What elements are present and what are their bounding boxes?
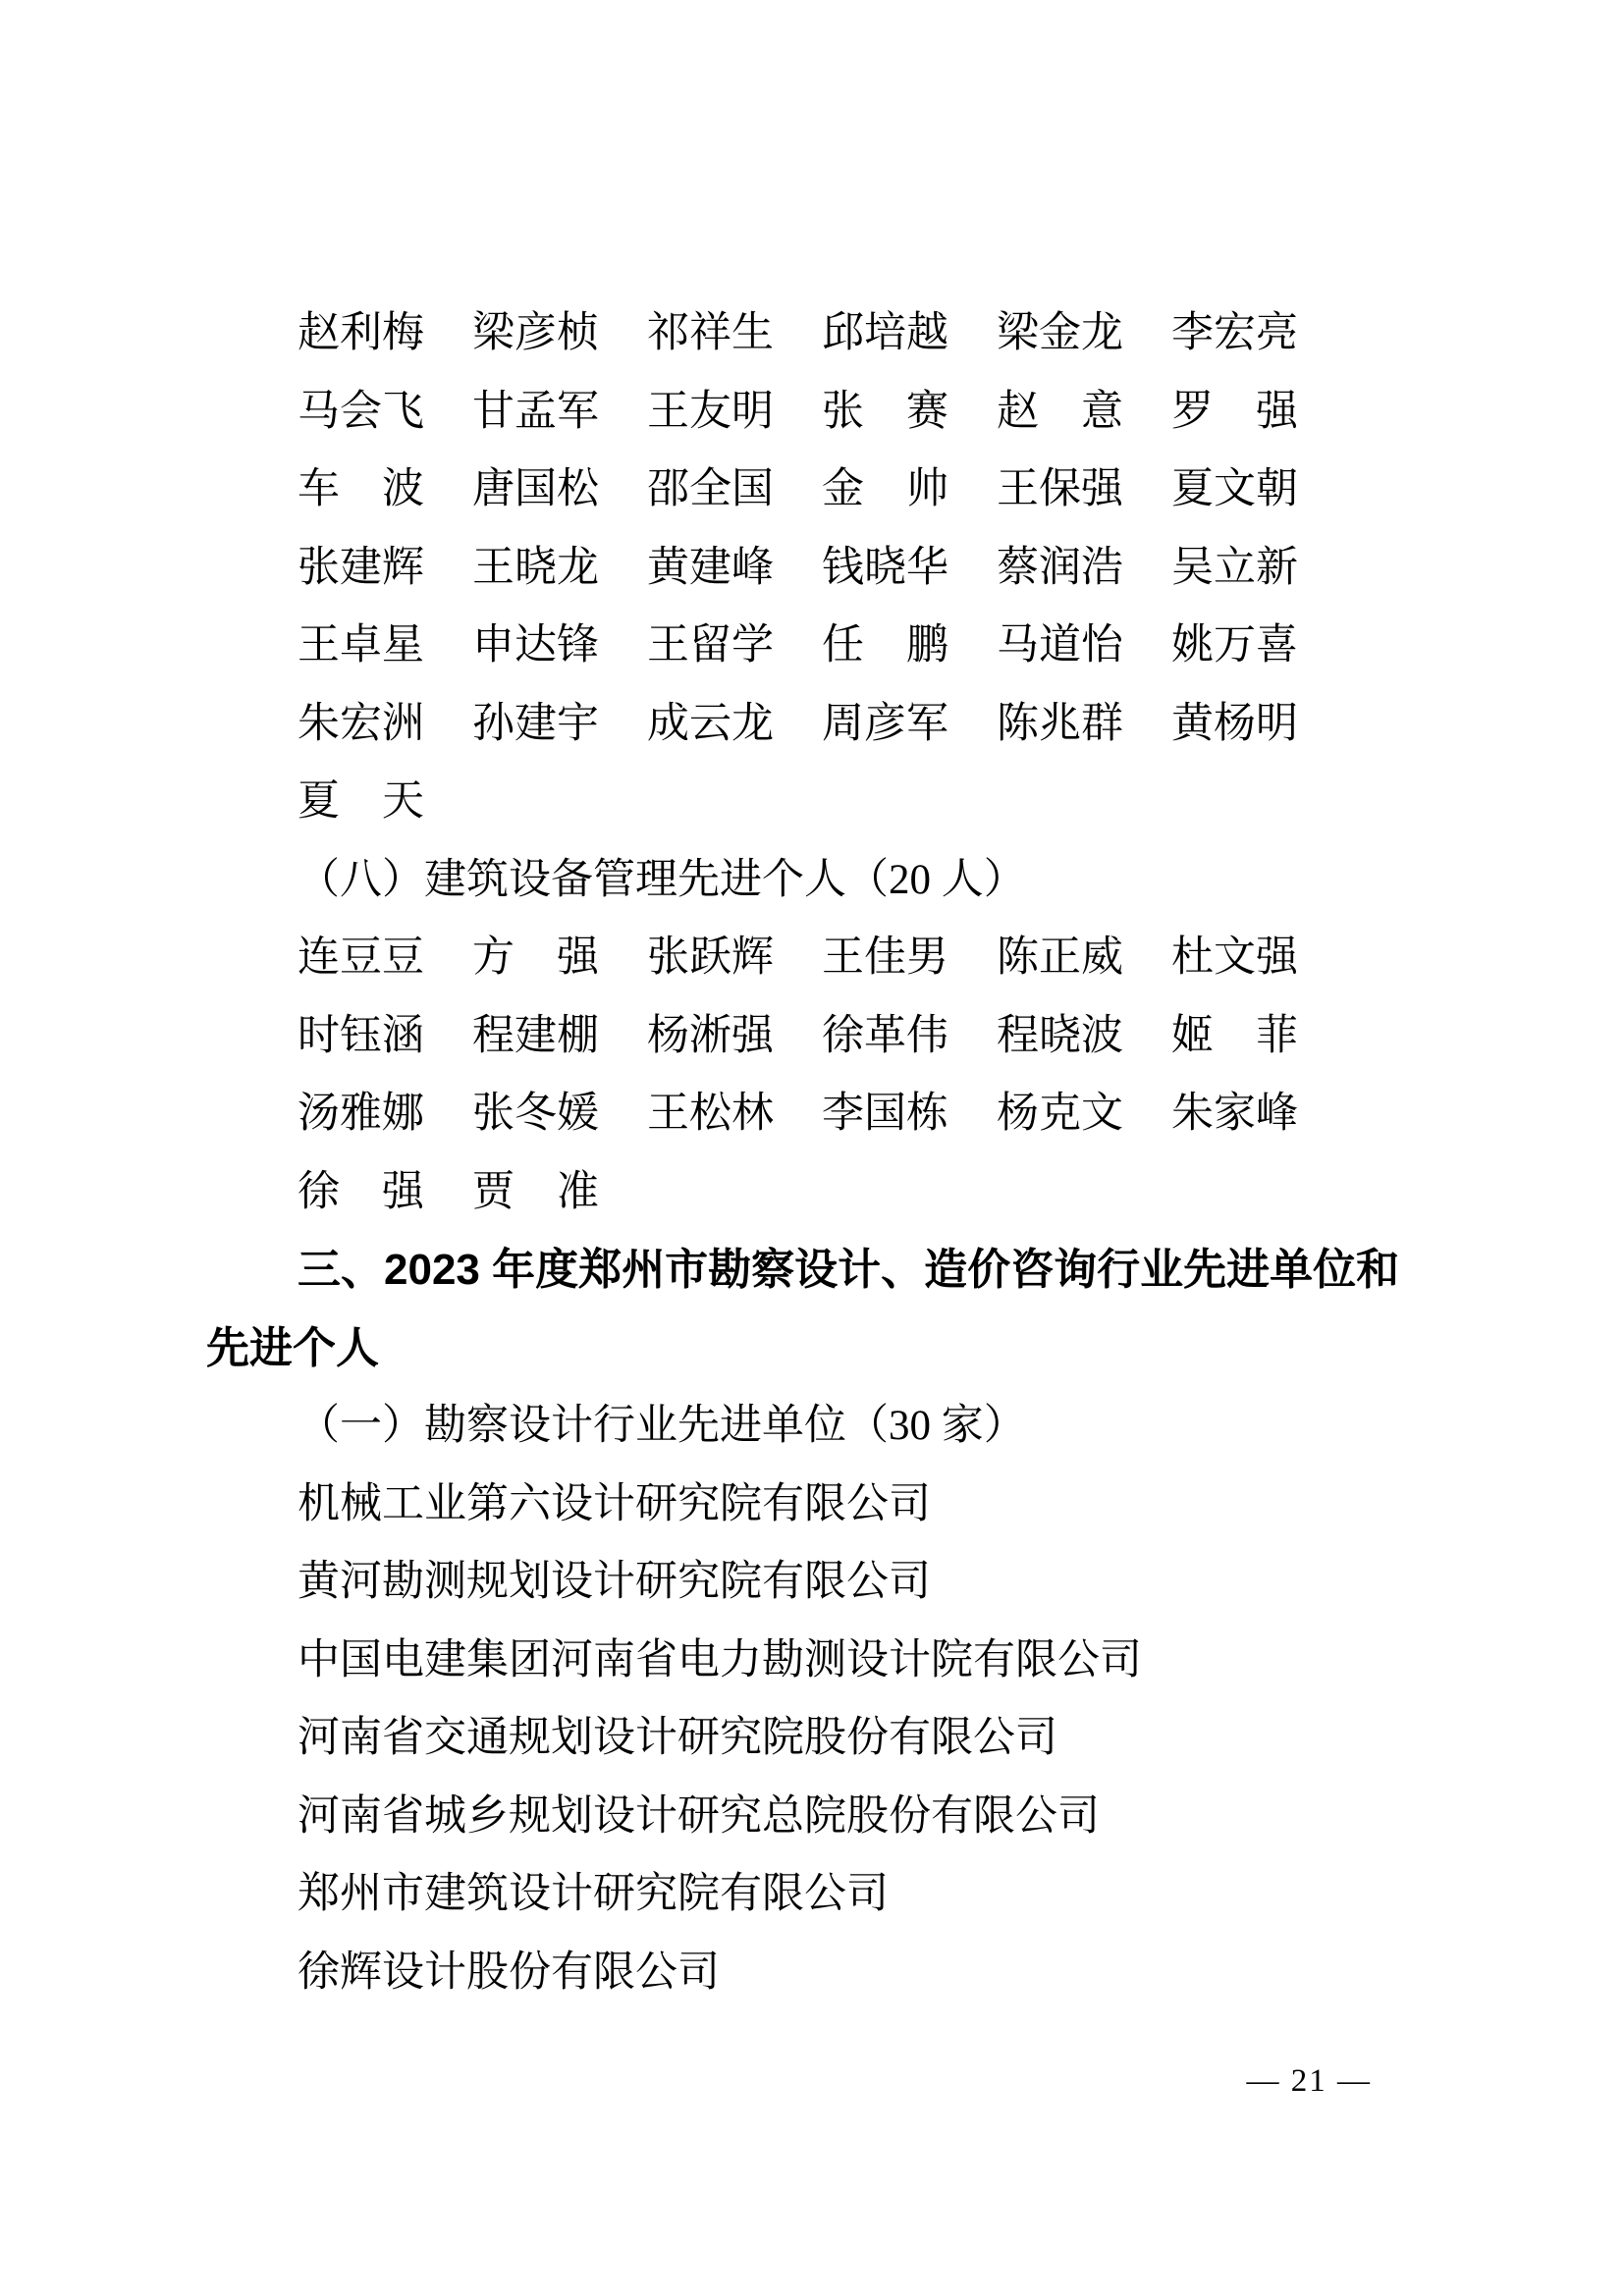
- person-name: 贾 准: [472, 1168, 599, 1215]
- person-name: 汤雅娜: [298, 1091, 424, 1137]
- person-name: 甘孟军: [472, 388, 599, 435]
- names-row: [206, 1075, 1428, 1153]
- names-row: [206, 763, 1428, 841]
- person-name: 邱培越: [822, 310, 948, 356]
- person-name: 朱家峰: [1171, 1091, 1298, 1137]
- person-name: 张冬媛: [472, 1091, 599, 1137]
- names-row: [206, 685, 1428, 764]
- person-name: 程建棚: [472, 1012, 599, 1059]
- person-name: 程晓波: [997, 1012, 1123, 1059]
- person-name: 李宏亮: [1171, 310, 1298, 356]
- section-3-heading-line1: 三、2023 年度郑州市勘察设计、造价咨询行业先进单位和: [298, 1246, 1400, 1294]
- person-name: 罗 强: [1171, 388, 1298, 435]
- person-name: 杨淅强: [647, 1012, 774, 1059]
- names-row: [206, 451, 1428, 529]
- person-name: 马会飞: [298, 388, 424, 435]
- person-name: 黄建峰: [647, 544, 774, 591]
- person-name: 夏 天: [298, 778, 424, 825]
- person-name: 李国栋: [822, 1091, 948, 1137]
- person-name: 赵利梅: [298, 310, 424, 356]
- person-name: 杜文强: [1171, 934, 1298, 981]
- section-8-heading: （八）建筑设备管理先进个人（20 人）: [298, 856, 1026, 903]
- company-name: 机械工业第六设计研究院有限公司: [298, 1480, 931, 1527]
- person-name: 张建辉: [298, 544, 424, 591]
- company-name: 河南省城乡规划设计研究总院股份有限公司: [298, 1792, 1100, 1840]
- person-name: 任 鹏: [822, 622, 948, 668]
- person-name: 梁金龙: [997, 310, 1123, 356]
- person-name: 王卓星: [298, 622, 424, 668]
- person-name: 方 强: [472, 934, 599, 981]
- person-name: 金 帅: [822, 466, 948, 512]
- person-name: 王友明: [647, 388, 774, 435]
- person-name: 王松林: [647, 1091, 774, 1137]
- names-row: [206, 1153, 1428, 1232]
- person-name: 连豆豆: [298, 934, 424, 981]
- page-number: — 21 —: [1246, 2063, 1372, 2099]
- person-name: 赵 意: [997, 388, 1123, 435]
- person-name: 姚万喜: [1171, 622, 1298, 668]
- person-name: 黄杨明: [1171, 700, 1298, 747]
- person-name: 张跃辉: [647, 934, 774, 981]
- person-name: 梁彦桢: [472, 310, 599, 356]
- company-name: 郑州市建筑设计研究院有限公司: [298, 1871, 889, 1917]
- person-name: 张 赛: [822, 388, 948, 435]
- person-name: 陈兆群: [997, 700, 1123, 747]
- person-name: 吴立新: [1171, 544, 1298, 591]
- person-name: 周彦军: [822, 700, 948, 747]
- person-name: 姬 菲: [1171, 1012, 1298, 1059]
- person-name: 蔡润浩: [997, 544, 1123, 591]
- person-name: 王晓龙: [472, 544, 599, 591]
- person-name: 钱晓华: [822, 544, 948, 591]
- names-row: [206, 373, 1428, 452]
- company-name: 徐辉设计股份有限公司: [298, 1949, 720, 1996]
- person-name: 唐国松: [472, 466, 599, 512]
- names-row: [206, 919, 1428, 997]
- person-name: 马道怡: [997, 622, 1123, 668]
- person-name: 孙建宇: [472, 700, 599, 747]
- person-name: 徐革伟: [822, 1012, 948, 1059]
- person-name: 时钰涵: [298, 1012, 424, 1059]
- company-name: 黄河勘测规划设计研究院有限公司: [298, 1559, 931, 1605]
- names-row: [206, 294, 1428, 373]
- company-name: 河南省交通规划设计研究院股份有限公司: [298, 1715, 1057, 1761]
- person-name: 陈正威: [997, 934, 1123, 981]
- section-3-heading-line2: 先进个人: [206, 1323, 379, 1372]
- person-name: 祁祥生: [647, 310, 774, 356]
- person-name: 王佳男: [822, 934, 948, 981]
- names-row: [206, 607, 1428, 685]
- document-content: [206, 294, 1428, 2011]
- names-row: [206, 997, 1428, 1076]
- person-name: 车 波: [298, 466, 424, 512]
- person-name: 杨克文: [997, 1091, 1123, 1137]
- person-name: 邵全国: [647, 466, 774, 512]
- person-name: 申达锋: [472, 622, 599, 668]
- person-name: 朱宏洲: [298, 700, 424, 747]
- person-name: 王留学: [647, 622, 774, 668]
- person-name: 夏文朝: [1171, 466, 1298, 512]
- person-name: 成云龙: [647, 700, 774, 747]
- person-name: 徐 强: [298, 1168, 424, 1215]
- names-row: [206, 529, 1428, 608]
- person-name: 王保强: [997, 466, 1123, 512]
- section-3-1-heading: （一）勘察设计行业先进单位（30 家）: [298, 1403, 1026, 1449]
- company-name: 中国电建集团河南省电力勘测设计院有限公司: [298, 1636, 1142, 1683]
